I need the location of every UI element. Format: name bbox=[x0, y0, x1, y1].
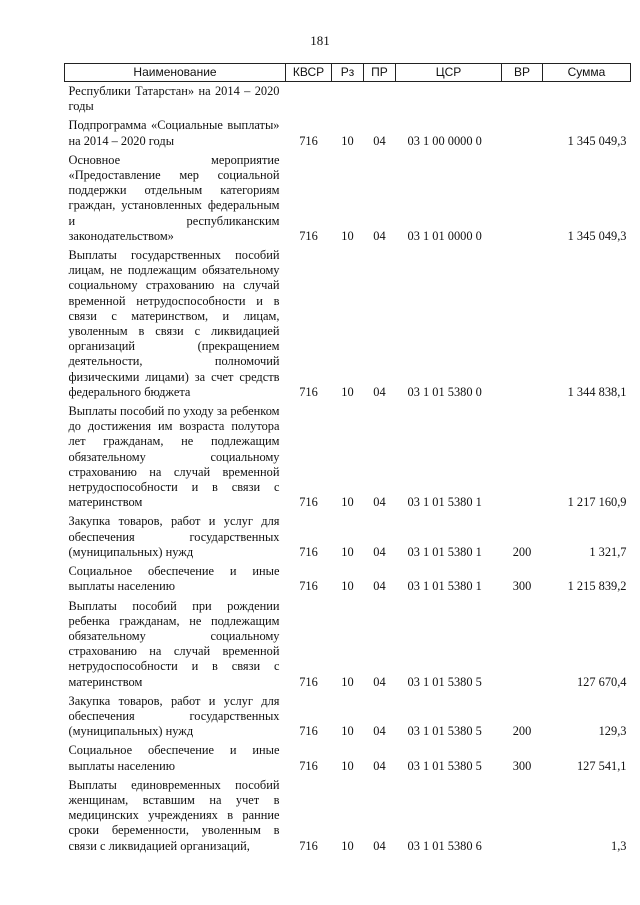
table-row bbox=[65, 597, 631, 692]
row-csr: 03 1 01 5380 5 bbox=[407, 758, 482, 773]
row-rz: 10 bbox=[341, 384, 354, 399]
row-csr: 03 1 01 5380 5 bbox=[407, 674, 482, 689]
row-kvsr: 716 bbox=[299, 384, 318, 399]
row-vr bbox=[502, 776, 543, 856]
page-number: 181 bbox=[310, 33, 330, 48]
row-name: Выплаты пособий по уходу за ребенком до достижения им возраста полутора лет гражданам, не подлежащим обязательному социальному страхованию на случай временной нетрудоспособности и в связи с материнством bbox=[68, 404, 280, 510]
row-rz: 10 bbox=[341, 758, 354, 773]
header-sum: Сумма bbox=[543, 64, 631, 82]
row-vr bbox=[502, 82, 543, 117]
row-name: Выплаты единовременных пособий женщинам, вставшим на учет в медицинских учреждениях в ранние сроки беременности, уволенным в связи с ликвидацией организаций, bbox=[68, 777, 280, 853]
row-rz: 10 bbox=[341, 133, 354, 148]
row-csr: 03 1 01 0000 0 bbox=[407, 228, 482, 243]
row-rz: 10 bbox=[341, 495, 354, 510]
row-csr: 03 1 01 5380 5 bbox=[407, 724, 482, 739]
row-vr bbox=[502, 116, 543, 150]
row-csr: 03 1 00 0000 0 bbox=[407, 133, 482, 148]
table-row bbox=[65, 151, 631, 246]
row-sum bbox=[543, 82, 631, 117]
row-vr bbox=[502, 246, 543, 402]
row-name: Выплаты пособий при рождении ребенка гражданам, не подлежащим обязательному социальному страхованию на случай временной нетрудоспособности и в связи с материнством bbox=[68, 598, 280, 689]
row-name: Выплаты государственных пособий лицам, не подлежащим обязательному социальному страхованию на случай временной нетрудоспособности и в связи с материнством, и лицам, уволенным в связи с ликвидацией организаций (прекращением деятельности, полномочий физическими лицами) за счет средств федерального бюджета bbox=[68, 248, 280, 399]
row-vr: 300 bbox=[512, 579, 532, 594]
row-kvsr: 716 bbox=[299, 838, 318, 853]
table-row bbox=[65, 116, 631, 150]
row-kvsr: 716 bbox=[299, 674, 318, 689]
header-kvsr: КВСР bbox=[286, 64, 332, 82]
row-kvsr: 716 bbox=[299, 544, 318, 559]
row-rz bbox=[332, 82, 364, 117]
row-name: Закупка товаров, работ и услуг для обеспечения государственных (муниципальных) нужд bbox=[68, 693, 280, 739]
row-kvsr bbox=[286, 82, 332, 117]
row-sum: 1 344 838,1 bbox=[567, 384, 627, 399]
row-rz: 10 bbox=[341, 674, 354, 689]
table-row bbox=[65, 562, 631, 596]
row-csr: 03 1 01 5380 1 bbox=[407, 579, 482, 594]
row-pr: 04 bbox=[373, 724, 386, 739]
row-vr: 300 bbox=[512, 758, 532, 773]
table-row bbox=[65, 512, 631, 562]
row-name: Подпрограмма «Социальные выплаты» на 2014 – 2020 годы bbox=[68, 118, 280, 148]
header-pr: ПР bbox=[364, 64, 396, 82]
row-sum: 1,3 bbox=[611, 838, 627, 853]
table-row bbox=[65, 402, 631, 512]
row-csr: 03 1 01 5380 1 bbox=[407, 544, 482, 559]
row-kvsr: 716 bbox=[299, 133, 318, 148]
row-pr: 04 bbox=[373, 133, 386, 148]
table-row bbox=[65, 776, 631, 856]
row-pr: 04 bbox=[373, 228, 386, 243]
row-name: Основное мероприятие «Предоставление мер социальной поддержки отдельным категориям граждан, установленных федеральным и республиканским законодательством» bbox=[68, 152, 280, 243]
row-rz: 10 bbox=[341, 579, 354, 594]
row-rz: 10 bbox=[341, 544, 354, 559]
header-name: Наименование bbox=[65, 64, 286, 82]
row-kvsr: 716 bbox=[299, 758, 318, 773]
table-header-row bbox=[65, 64, 631, 82]
row-sum: 127 670,4 bbox=[576, 674, 627, 689]
row-vr: 200 bbox=[512, 724, 532, 739]
row-csr: 03 1 01 5380 1 bbox=[407, 495, 482, 510]
row-sum: 1 345 049,3 bbox=[567, 228, 627, 243]
row-name: Социальное обеспечение и иные выплаты населению bbox=[68, 743, 280, 773]
table-row bbox=[65, 741, 631, 775]
table-row bbox=[65, 82, 631, 117]
row-sum: 1 217 160,9 bbox=[567, 495, 627, 510]
budget-table bbox=[64, 63, 631, 856]
row-pr: 04 bbox=[373, 838, 386, 853]
row-rz: 10 bbox=[341, 724, 354, 739]
row-rz: 10 bbox=[341, 228, 354, 243]
header-csr: ЦСР bbox=[396, 64, 502, 82]
row-vr: 200 bbox=[512, 544, 532, 559]
row-csr: 03 1 01 5380 6 bbox=[407, 838, 482, 853]
row-vr bbox=[502, 402, 543, 512]
row-sum: 1 215 839,2 bbox=[567, 579, 627, 594]
row-name: Социальное обеспечение и иные выплаты населению bbox=[68, 564, 280, 594]
row-sum: 127 541,1 bbox=[576, 758, 627, 773]
header-rz: Рз bbox=[332, 64, 364, 82]
header-vr: ВР bbox=[502, 64, 543, 82]
row-csr bbox=[396, 82, 502, 117]
row-vr bbox=[502, 151, 543, 246]
row-pr: 04 bbox=[373, 758, 386, 773]
row-vr bbox=[502, 597, 543, 692]
table-row bbox=[65, 246, 631, 402]
row-kvsr: 716 bbox=[299, 228, 318, 243]
row-pr: 04 bbox=[373, 579, 386, 594]
row-rz: 10 bbox=[341, 838, 354, 853]
row-pr: 04 bbox=[373, 384, 386, 399]
row-csr: 03 1 01 5380 0 bbox=[407, 384, 482, 399]
row-pr bbox=[364, 82, 396, 117]
row-sum: 1 321,7 bbox=[589, 544, 627, 559]
row-kvsr: 716 bbox=[299, 579, 318, 594]
row-pr: 04 bbox=[373, 495, 386, 510]
row-sum: 129,3 bbox=[598, 724, 627, 739]
row-kvsr: 716 bbox=[299, 724, 318, 739]
row-name: Закупка товаров, работ и услуг для обеспечения государственных (муниципальных) нужд bbox=[68, 514, 280, 559]
row-pr: 04 bbox=[373, 544, 386, 559]
table-row bbox=[65, 692, 631, 742]
row-kvsr: 716 bbox=[299, 495, 318, 510]
row-sum: 1 345 049,3 bbox=[567, 133, 627, 148]
row-name: Республики Татарстан» на 2014 – 2020 годы bbox=[68, 84, 280, 114]
row-pr: 04 bbox=[373, 674, 386, 689]
